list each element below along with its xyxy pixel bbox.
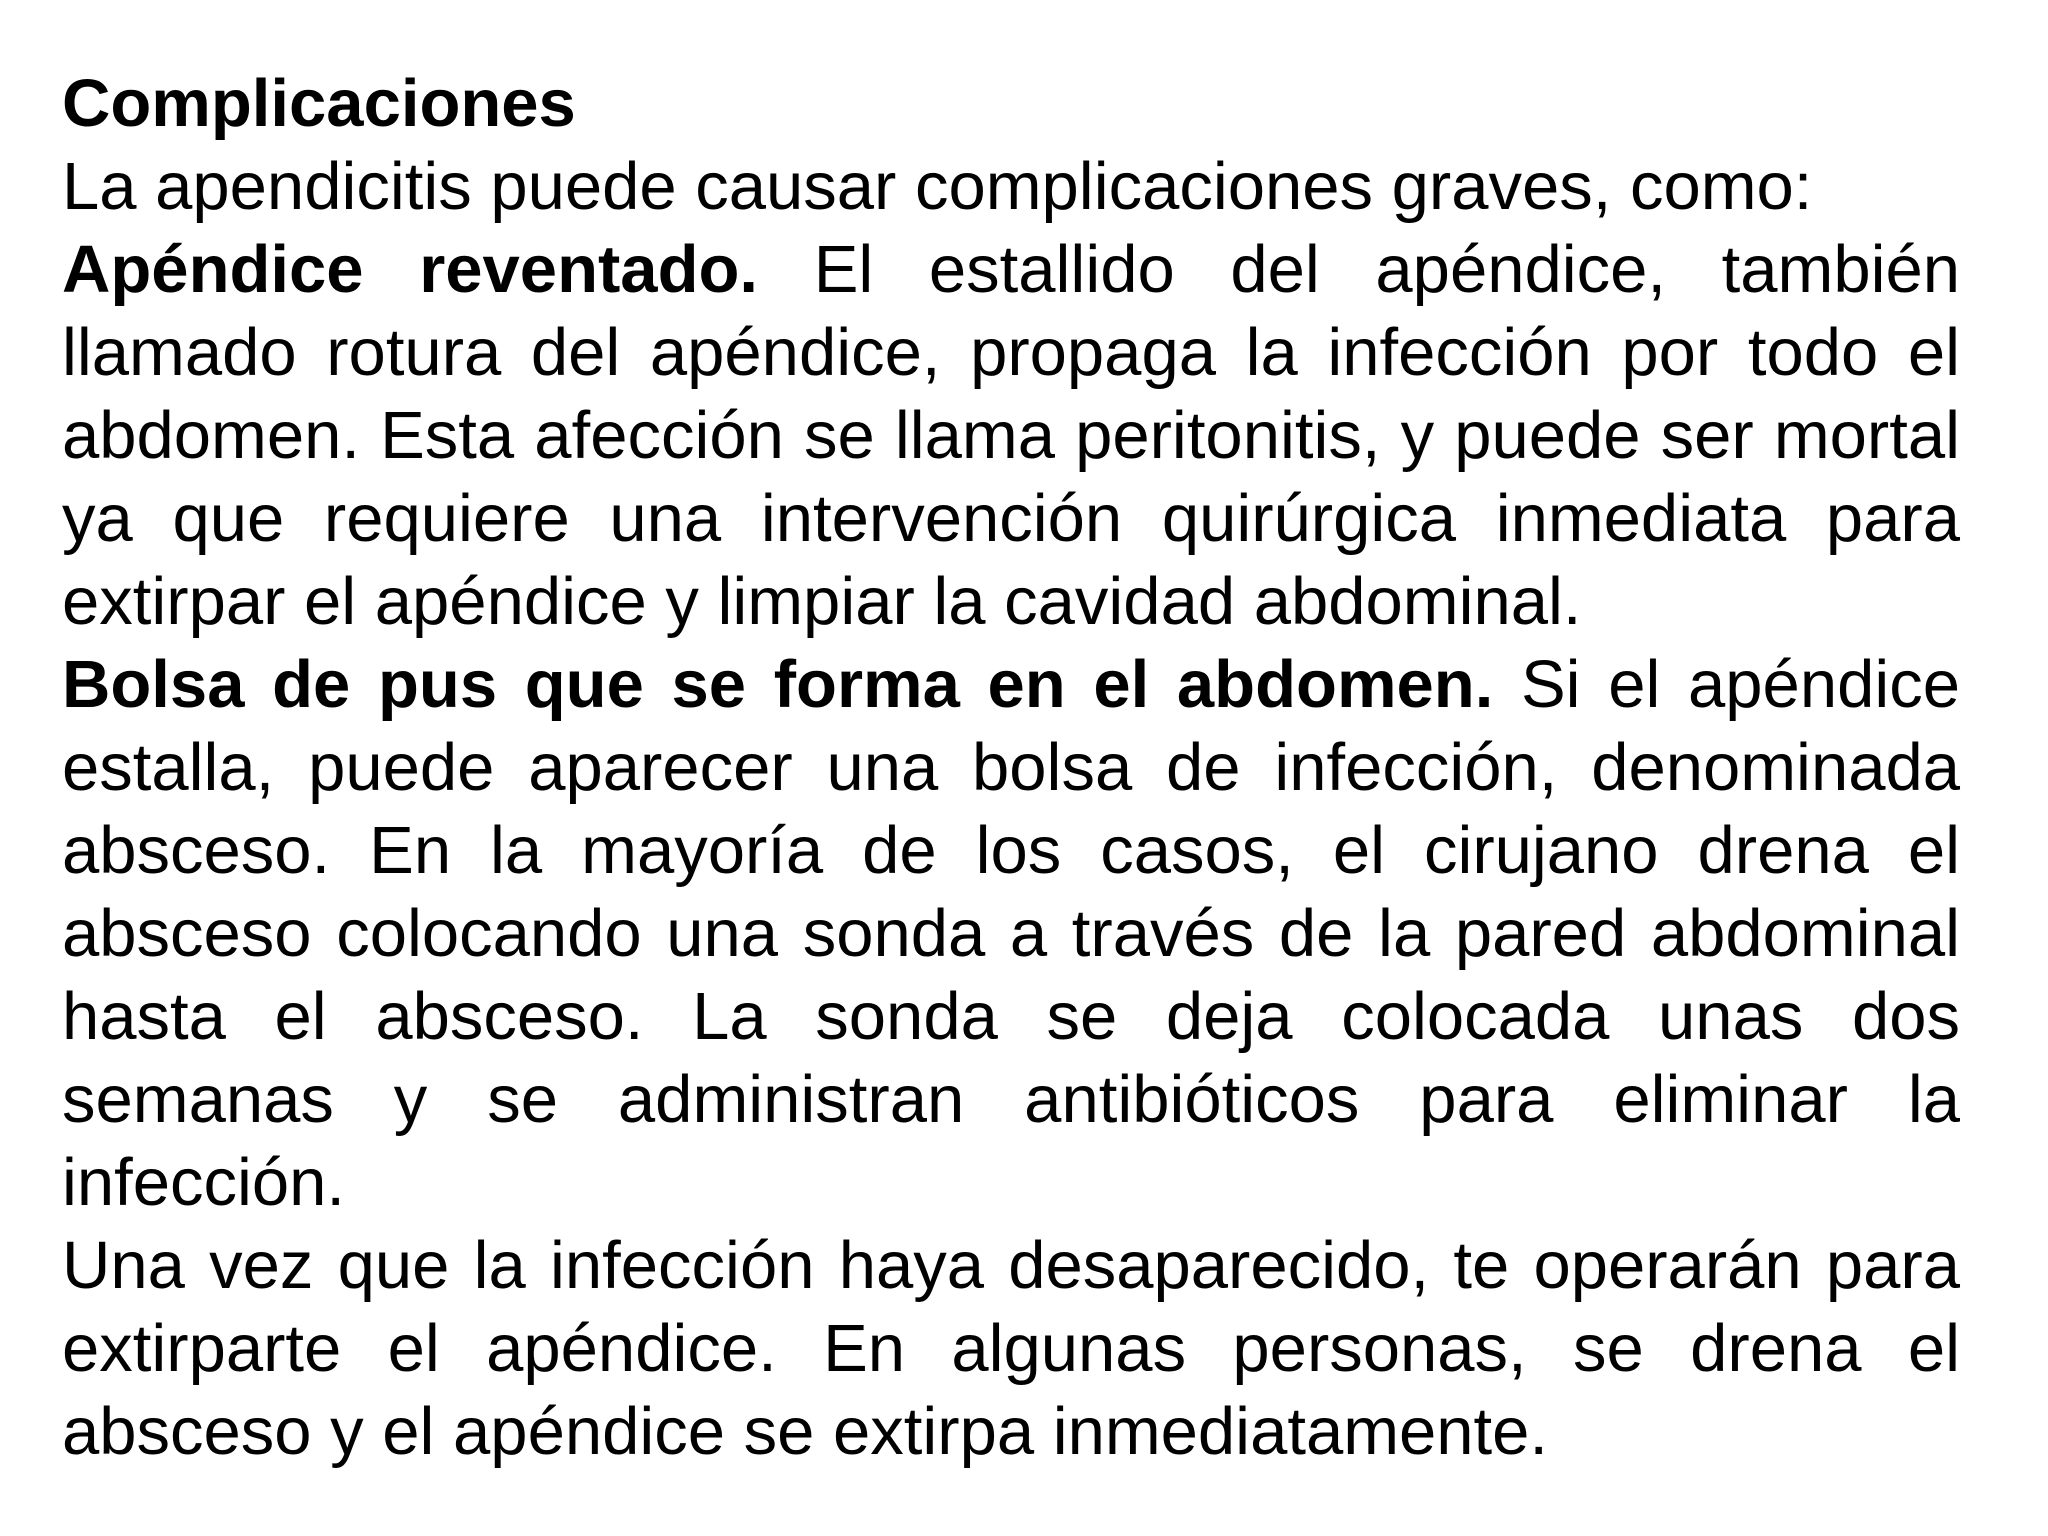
complication-lead: Bolsa de pus que se forma en el abdomen. bbox=[62, 647, 1494, 722]
complication-lead: Apéndice reventado. bbox=[62, 232, 759, 307]
complication-body: Si el apéndice estalla, puede aparecer una bolsa de infección, denominada absceso. En la mayoría de los casos, el cirujano drena el absceso colocando una sonda a través de la pared abdominal hasta el absceso. La sonda se deja colocada unas dos semanas y se administran antibióticos para eliminar la infección. bbox=[62, 647, 1960, 1220]
intro-paragraph: La apendicitis puede causar complicaciones graves, como: bbox=[62, 149, 1813, 224]
complication-paragraph-ruptured-appendix bbox=[62, 228, 1960, 643]
section-title: Complicaciones bbox=[62, 66, 576, 141]
document-page bbox=[62, 62, 1960, 1473]
closing-paragraph: Una vez que la infección haya desaparecido, te operarán para extirparte el apéndice. En algunas personas, se drena el absceso y el apéndice se extirpa inmediatamente. bbox=[62, 1228, 1960, 1469]
complication-paragraph-abscess bbox=[62, 643, 1960, 1224]
complication-body: El estallido del apéndice, también llamado rotura del apéndice, propaga la infección por todo el abdomen. Esta afección se llama peritonitis, y puede ser mortal ya que requiere una intervención quirúrgica inmediata para extirpar el apéndice y limpiar la cavidad abdominal. bbox=[62, 232, 1961, 639]
